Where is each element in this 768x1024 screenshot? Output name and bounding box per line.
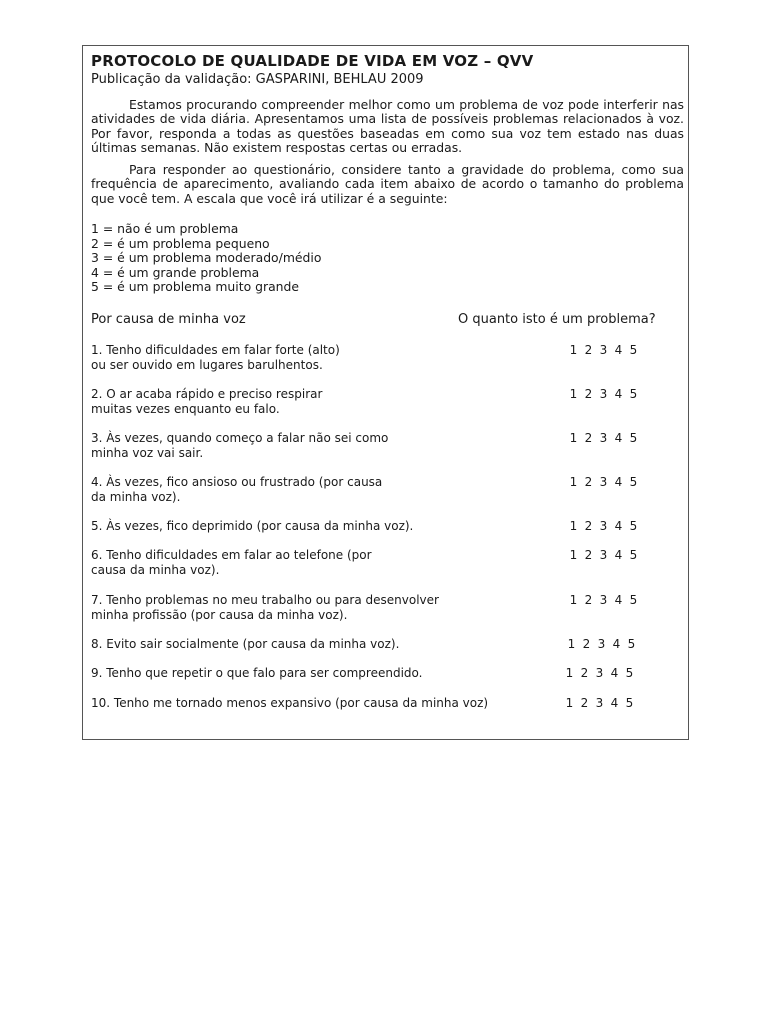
scale-item: 2 = é um problema pequeno (91, 235, 270, 251)
rating-option-1[interactable]: 1 (569, 475, 578, 489)
question-line: 9. Tenho que repetir o que falo para ser compreendido. (91, 666, 423, 680)
rating-option-2[interactable]: 2 (584, 387, 593, 401)
question-line: 6. Tenho dificuldades em falar ao telefone (por (91, 548, 372, 562)
rating-options (566, 548, 641, 563)
rating-option-3[interactable]: 3 (599, 548, 608, 562)
rating-option-5[interactable]: 5 (627, 637, 636, 651)
scale-list (91, 222, 321, 295)
rating-option-5[interactable]: 5 (625, 666, 634, 680)
question-line: da minha voz). (91, 489, 181, 504)
rating-option-1[interactable]: 1 (569, 548, 578, 562)
question-text (91, 548, 372, 577)
rating-options (566, 431, 641, 446)
rating-option-2[interactable]: 2 (584, 519, 593, 533)
rating-option-4[interactable]: 4 (614, 431, 623, 445)
rating-options (566, 387, 641, 402)
rating-option-2[interactable]: 2 (582, 637, 591, 651)
question-text (91, 387, 322, 416)
question-line: causa da minha voz). (91, 562, 220, 577)
rating-option-1[interactable]: 1 (569, 431, 578, 445)
question-line: 7. Tenho problemas no meu trabalho ou para desenvolver (91, 593, 439, 607)
rating-option-5[interactable]: 5 (629, 387, 638, 401)
rating-option-3[interactable]: 3 (599, 519, 608, 533)
rating-option-4[interactable]: 4 (614, 548, 623, 562)
question-line: minha voz vai sair. (91, 445, 204, 460)
rating-option-1[interactable]: 1 (569, 519, 578, 533)
question-line: 2. O ar acaba rápido e preciso respirar (91, 387, 323, 401)
scale-item: 3 = é um problema moderado/médio (91, 250, 322, 265)
rating-option-2[interactable]: 2 (584, 475, 593, 489)
rating-option-1[interactable]: 1 (565, 666, 574, 680)
question-line: 10. Tenho me tornado menos expansivo (por causa da minha voz) (91, 696, 489, 710)
rating-option-1[interactable]: 1 (569, 387, 578, 401)
scale-item: 4 = é um grande problema (91, 264, 260, 280)
rating-option-4[interactable]: 4 (610, 666, 619, 680)
rating-option-2[interactable]: 2 (580, 696, 589, 710)
rating-option-4[interactable]: 4 (614, 475, 623, 489)
rating-option-3[interactable]: 3 (599, 343, 608, 357)
rating-options (566, 343, 641, 358)
column-header-rating: O quanto isto é um problema? (458, 312, 656, 327)
rating-options (562, 666, 637, 681)
question-text (91, 637, 399, 652)
question-line: 1. Tenho dificuldades em falar forte (alto) (91, 343, 340, 357)
rating-option-1[interactable]: 1 (565, 696, 574, 710)
rating-option-3[interactable]: 3 (599, 387, 608, 401)
rating-option-3[interactable]: 3 (599, 431, 608, 445)
question-text (91, 519, 413, 534)
rating-option-4[interactable]: 4 (610, 696, 619, 710)
rating-option-2[interactable]: 2 (584, 593, 593, 607)
question-line: 8. Evito sair socialmente (por causa da minha voz). (91, 637, 400, 651)
rating-option-2[interactable]: 2 (584, 431, 593, 445)
question-line: 4. Às vezes, fico ansioso ou frustrado (por causa (91, 475, 383, 489)
rating-option-5[interactable]: 5 (629, 431, 638, 445)
rating-option-3[interactable]: 3 (595, 696, 604, 710)
rating-options (566, 593, 641, 608)
rating-option-2[interactable]: 2 (584, 548, 593, 562)
rating-options (566, 519, 641, 534)
rating-option-3[interactable]: 3 (599, 475, 608, 489)
question-text (91, 431, 388, 460)
question-line: 3. Às vezes, quando começo a falar não sei como (91, 431, 389, 445)
rating-option-5[interactable]: 5 (629, 519, 638, 533)
instructions-paragraph: Para responder ao questionário, considere tanto a gravidade do problema, como sua frequência de aparecimento, avaliando cada item abaixo de acordo o tamanho do problema que você tem. A escala que você irá utilizar é a seguinte: (91, 162, 684, 206)
question-line: ou ser ouvido em lugares barulhentos. (91, 357, 323, 372)
question-line: 5. Às vezes, fico deprimido (por causa da minha voz). (91, 519, 414, 533)
rating-option-5[interactable]: 5 (629, 475, 638, 489)
document-subtitle: Publicação da validação: GASPARINI, BEHLAU 2009 (91, 72, 424, 87)
rating-options (566, 475, 641, 490)
rating-option-3[interactable]: 3 (595, 666, 604, 680)
question-line: minha profissão (por causa da minha voz). (91, 607, 348, 622)
rating-option-5[interactable]: 5 (629, 593, 638, 607)
rating-option-4[interactable]: 4 (614, 519, 623, 533)
question-text (91, 475, 382, 504)
rating-option-4[interactable]: 4 (614, 387, 623, 401)
rating-option-3[interactable]: 3 (597, 637, 606, 651)
question-line: muitas vezes enquanto eu falo. (91, 401, 280, 416)
intro-paragraph: Estamos procurando compreender melhor como um problema de voz pode interferir nas atividades de vida diária. Apresentamos uma lista de possíveis problemas relacionados à voz. Por favor, responda a todas as questões baseadas em como sua voz tem estado nas duas últimas semanas. Não existem respostas certas ou erradas. (91, 97, 684, 156)
rating-option-2[interactable]: 2 (584, 343, 593, 357)
question-text (91, 343, 340, 372)
scale-item: 5 = é um problema muito grande (91, 279, 300, 294)
rating-option-4[interactable]: 4 (614, 593, 623, 607)
rating-option-1[interactable]: 1 (569, 343, 578, 357)
rating-option-4[interactable]: 4 (614, 343, 623, 357)
rating-options (562, 696, 637, 711)
rating-option-4[interactable]: 4 (612, 637, 621, 651)
rating-option-3[interactable]: 3 (599, 593, 608, 607)
rating-option-5[interactable]: 5 (625, 696, 634, 710)
scale-item: 1 = não é um problema (91, 221, 239, 236)
rating-options (564, 637, 639, 652)
column-header-questions: Por causa de minha voz (91, 312, 246, 327)
rating-option-1[interactable]: 1 (569, 593, 578, 607)
rating-option-1[interactable]: 1 (567, 637, 576, 651)
document-title: PROTOCOLO DE QUALIDADE DE VIDA EM VOZ – QVV (91, 52, 534, 70)
question-text (91, 593, 439, 622)
rating-option-5[interactable]: 5 (629, 548, 638, 562)
question-text (91, 666, 422, 681)
rating-option-5[interactable]: 5 (629, 343, 638, 357)
question-text (91, 696, 488, 711)
rating-option-2[interactable]: 2 (580, 666, 589, 680)
